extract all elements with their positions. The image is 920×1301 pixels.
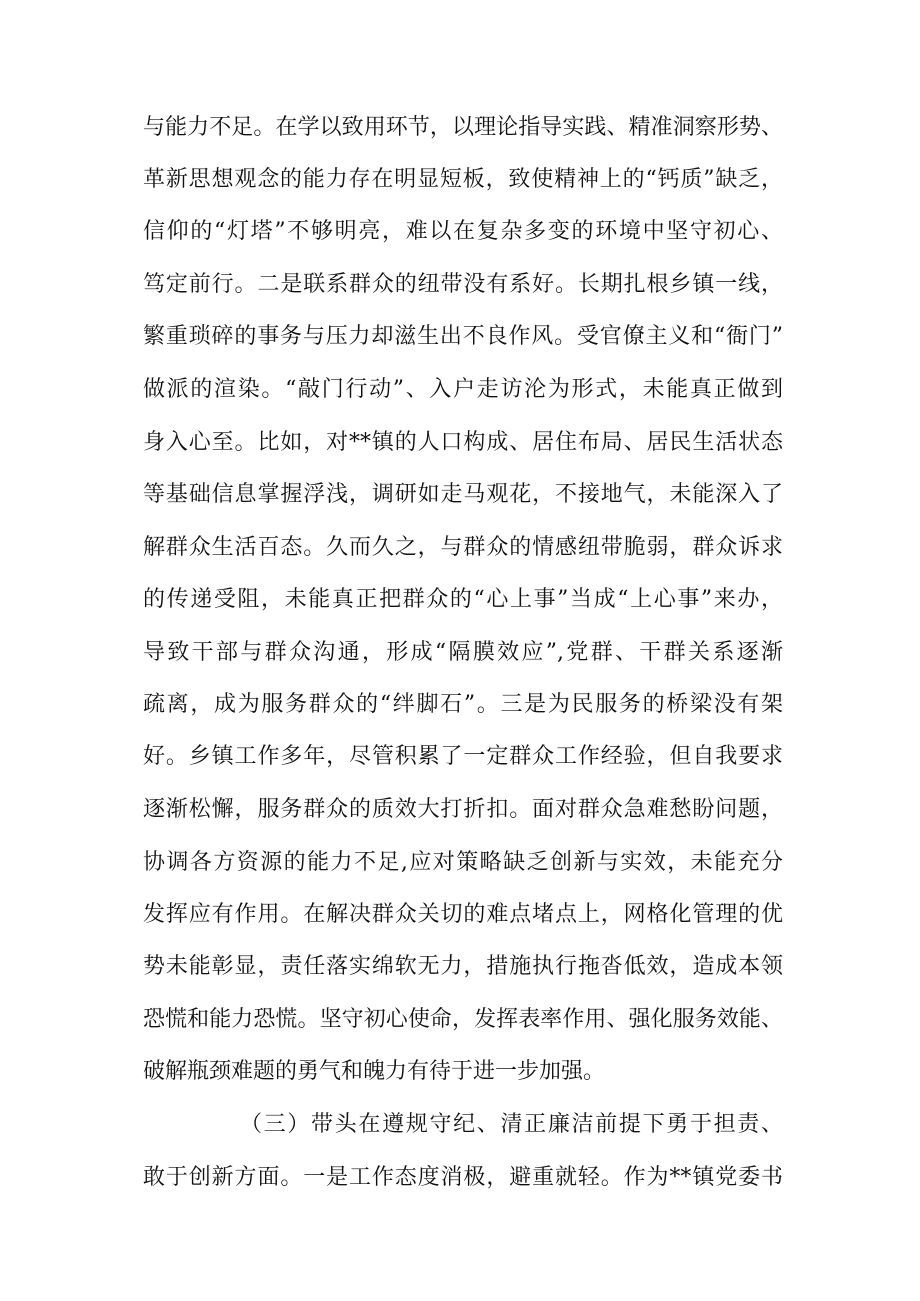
text-line: 好。乡镇工作多年，尽管积累了一定群众工作经验，但自我要求 xyxy=(143,744,783,769)
text-line: 与能力不足。在学以致用环节，以理论指导实践、精准洞察形势、 xyxy=(143,115,783,140)
text-line: 繁重琐碎的事务与压力却滋生出不良作风。受官僚主义和“衙门” xyxy=(143,324,783,349)
text-line: 信仰的“灯塔”不够明亮，难以在复杂多变的环境中坚守初心、 xyxy=(143,219,783,244)
text-line: 导致干部与群众沟通，形成“隔膜效应”,党群、干群关系逐渐 xyxy=(143,640,783,665)
text-line: 发挥应有作用。在解决群众关切的难点堵点上，网格化管理的优 xyxy=(143,902,783,927)
text-line: 等基础信息掌握浮浅，调研如走马观花，不接地气，未能深入了 xyxy=(143,482,783,507)
text-line: 革新思想观念的能力存在明显短板，致使精神上的“钙质”缺乏， xyxy=(143,167,783,192)
text-line: 逐渐松懈，服务群众的质效大打折扣。面对群众急难愁盼问题， xyxy=(143,797,783,822)
text-line: 恐慌和能力恐慌。坚守初心使命，发挥表率作用、强化服务效能、 xyxy=(143,1007,783,1032)
text-line: 的传递受阻，未能真正把群众的“心上事”当成“上心事”来办， xyxy=(143,587,783,612)
text-line: 协调各方资源的能力不足,应对策略缺乏创新与实效，未能充分 xyxy=(143,850,783,875)
text-line: 疏离，成为服务群众的“绊脚石”。三是为民服务的桥梁没有架 xyxy=(143,692,783,717)
text-line: 势未能彰显，责任落实绵软无力，措施执行拖沓低效，造成本领 xyxy=(143,954,783,979)
text-line: 笃定前行。二是联系群众的纽带没有系好。长期扎根乡镇一线， xyxy=(143,272,783,297)
text-line: 做派的渲染。“敲门行动”、入户走访沦为形式，未能真正做到 xyxy=(143,377,783,402)
text-line: 破解瓶颈难题的勇气和魄力有待于进一步加强。 xyxy=(143,1059,606,1084)
text-line: 敢于创新方面。一是工作态度消极，避重就轻。作为**镇党委书 xyxy=(143,1165,783,1190)
text-line: 解群众生活百态。久而久之，与群众的情感纽带脆弱，群众诉求 xyxy=(143,535,783,560)
text-line: 身入心至。比如，对**镇的人口构成、居住布局、居民生活状态 xyxy=(143,430,783,455)
section-heading-line: （三）带头在遵规守纪、清正廉洁前提下勇于担责、 xyxy=(240,1112,783,1137)
